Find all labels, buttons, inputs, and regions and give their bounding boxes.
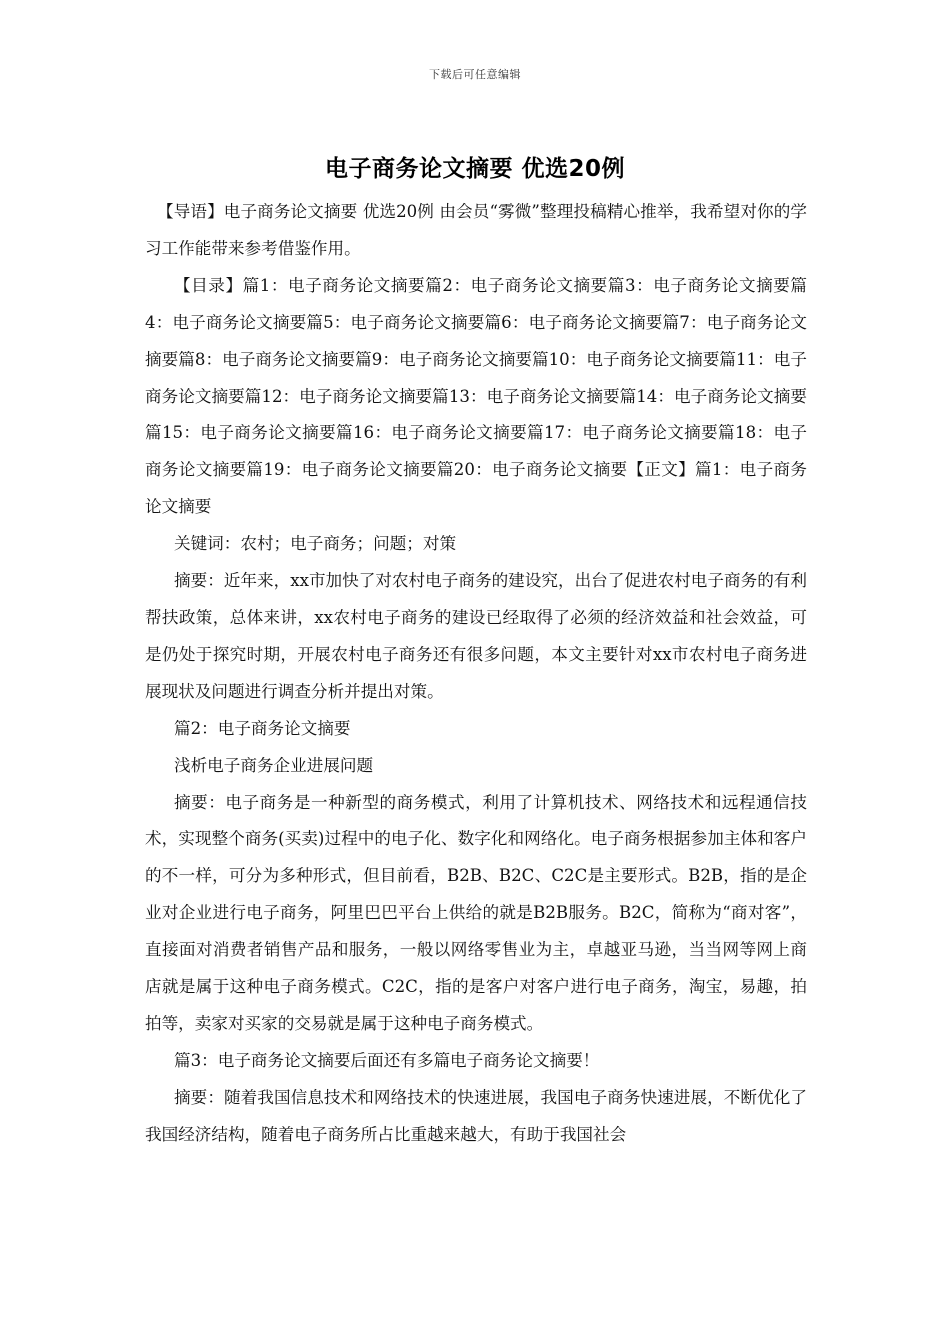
abstract-paragraph-3: 摘要：随着我国信息技术和网络技术的快速进展，我国电子商务快速进展，不断优化了我国经济结构，随着电子商务所占比重越来越大，有助于我国社会	[145, 1087, 807, 1144]
section-subtitle-2: 浅析电子商务企业进展问题	[174, 755, 374, 775]
section-heading-3: 篇3：电子商务论文摘要后面还有多篇电子商务论文摘要！	[174, 1050, 600, 1070]
header-note: 下载后可任意编辑	[429, 68, 521, 81]
intro-paragraph: 【导语】电子商务论文摘要 优选20例 由会员“雾微”整理投稿精心推举，我希望对你的学习工作能带来参考借鉴作用。	[145, 202, 807, 258]
abstract-paragraph-2: 摘要：电子商务是一种新型的商务模式，利用了计算机技术、网络技术和远程通信技术，实现整个商务(买卖)过程中的电子化、数字化和网络化。电子商务根据参加主体和客户的不一样，可分为多种形式，但目前看，B2B、B2C、C2C是主要形式。B2B，指的是企业对企业进行电子商务，阿里巴巴平台上供给的就是B2B服务。B2C，简称为“商对客”，直接面对消费者销售产品和服务，一般以网络零售业为主，卓越亚马逊，当当网等网上商店就是属于这种电子商务模式。C2C，指的是客户对客户进行电子商务，淘宝，易趣，拍拍等，卖家对买家的交易就是属于这种电子商务模式。	[145, 792, 807, 1033]
abstract-paragraph-1: 摘要：近年来，xx市加快了对农村电子商务的建设究，出台了促进农村电子商务的有利帮扶政策，总体来讲，xx农村电子商务的建设已经取得了必须的经济效益和社会效益，可是仍处于探究时期，开展农村电子商务还有很多问题，本文主要针对xx市农村电子商务进展现状及问题进行调查分析并提出对策。	[145, 571, 807, 701]
keywords-paragraph: 关键词：农村；电子商务；问题；对策	[174, 534, 457, 554]
section-heading-2: 篇2：电子商务论文摘要	[174, 718, 351, 738]
toc-paragraph: 【目录】篇1：电子商务论文摘要篇2：电子商务论文摘要篇3：电子商务论文摘要篇4：电子商务论文摘要篇5：电子商务论文摘要篇6：电子商务论文摘要篇7：电子商务论文摘要篇8：电子商务论文摘要篇9：电子商务论文摘要篇10：电子商务论文摘要篇11：电子商务论文摘要篇12：电子商务论文摘要篇13：电子商务论文摘要篇14：电子商务论文摘要篇15：电子商务论文摘要篇16：电子商务论文摘要篇17：电子商务论文摘要篇18：电子商务论文摘要篇19：电子商务论文摘要篇20：电子商务论文摘要【正文】篇1：电子商务论文摘要	[145, 275, 807, 517]
document-body	[145, 194, 807, 1154]
document-title: 电子商务论文摘要 优选20例	[324, 156, 625, 182]
